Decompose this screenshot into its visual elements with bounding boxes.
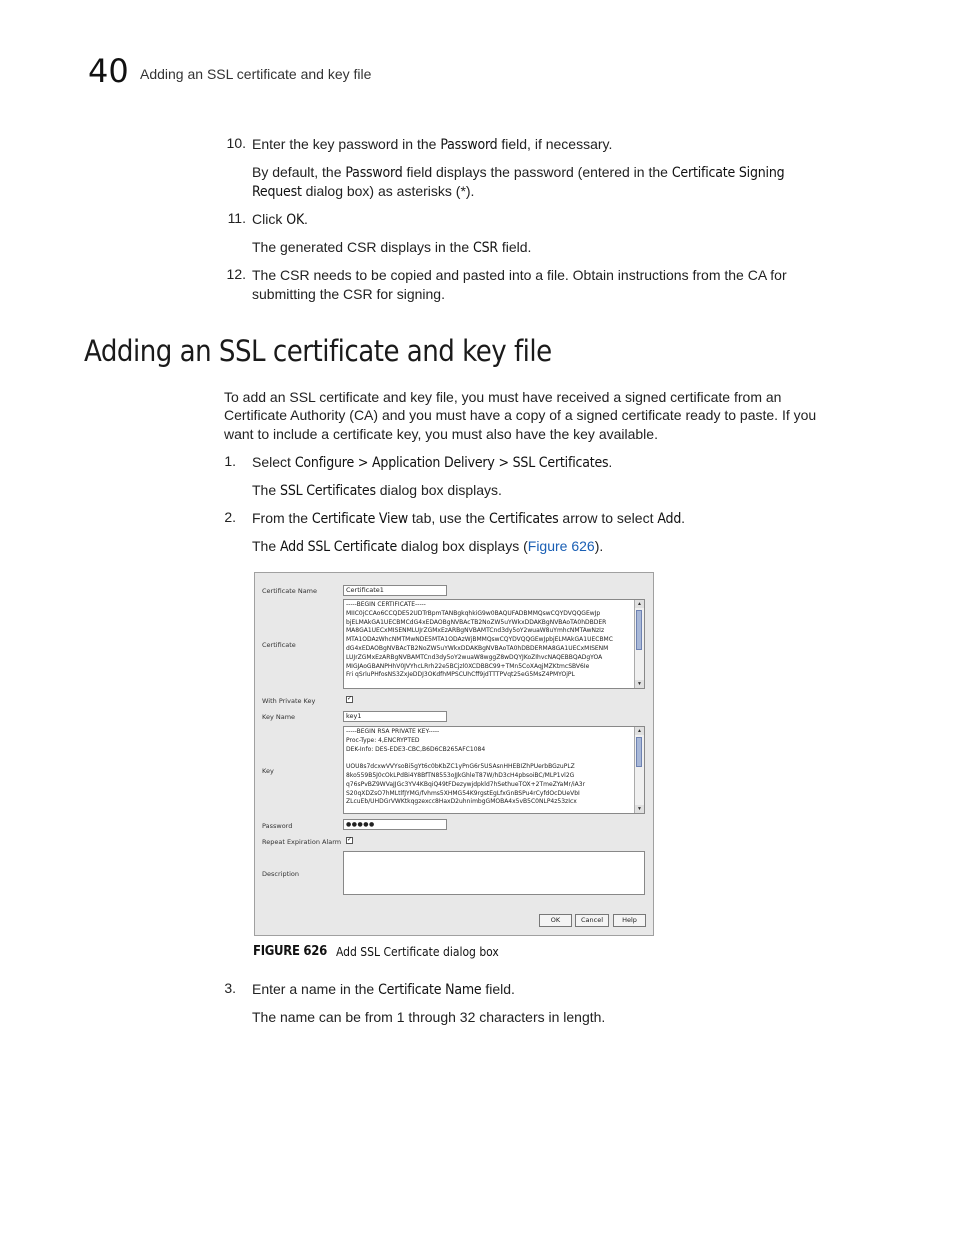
key-label: Key xyxy=(262,767,274,775)
key-textarea[interactable] xyxy=(343,726,645,814)
section-heading: Adding an SSL certificate and key file xyxy=(84,334,552,368)
scroll-down-icon[interactable]: ▼ xyxy=(635,805,644,813)
step-note-cont: Request dialog box) as asterisks (*). xyxy=(252,183,475,200)
key-line: DEK-Info: DES-EDE3-CBC,B6D6CB265AFC1084 xyxy=(346,745,486,753)
ok-button[interactable]: OK xyxy=(539,914,572,927)
step-number: 10. xyxy=(226,135,246,151)
key-line: UOU8s7dcxwVVYsoBi5gYt6c0bKbZC1yPnG6r5USAsnHHEBIZhPUerbBGzuPLZ xyxy=(346,763,575,771)
scroll-up-icon[interactable]: ▲ xyxy=(635,600,644,608)
step-number: 12. xyxy=(226,266,246,282)
certificate-line: -----BEGIN CERTIFICATE----- xyxy=(346,601,426,608)
step-text: Select Configure > Application Delivery > SSL Certificates. xyxy=(252,454,613,471)
key-line: S20qXDZsO7hMLtlfJYMG/fvhms5XHMG54K9rgstEgLfxGnBSPu4rCyfdOcDUeVbI xyxy=(346,789,580,797)
step-text: The CSR needs to be copied and pasted into a file. Obtain instructions from the CA for xyxy=(252,267,787,283)
key-line: q76sPvBZ9WVaJJGc3YV4KBqiQ49tFDezywjdpkld7hSethueTOX+2TmeZYaMr/iA3r xyxy=(346,780,586,788)
chapter-title: Adding an SSL certificate and key file xyxy=(140,66,372,82)
scroll-down-icon[interactable]: ▼ xyxy=(635,680,644,688)
intro-line: want to include a certificate key, you must also have the key available. xyxy=(224,426,658,442)
step-text-cont: submitting the CSR for signing. xyxy=(252,286,445,302)
certificate-scrollbar[interactable] xyxy=(634,600,644,688)
key-line: ZLcuEb/UHDGrVWKtkqgzexcc8HaxD2uhnimbgGMOBA4x5vB5C0NLP4z53zIcx xyxy=(346,798,577,806)
certificate-line: MIIC0jCCAo6CCQDE52UDTrBpmTANBgkqhkiG9w0BAQUFADBMMQswCQYDVQQGEwJp xyxy=(346,609,601,617)
step-number: 11. xyxy=(227,210,246,226)
key-name-field[interactable]: key1 xyxy=(343,711,447,722)
step-note: By default, the Password field displays the password (entered in the Certificate Signing xyxy=(252,164,785,181)
certificate-line: MA8GA1UECxMISENMLUJrZGMxEzARBgNVBAMTCnd3dy5oY2wuaW8uYmhcNMTAwNzIz xyxy=(346,627,605,635)
figure-link[interactable]: Figure 626 xyxy=(527,538,595,554)
key-line: 8ko559B5J0cOkLPdBi4Y8BfTN8553oJJkGhleT87W/hD3cH4pbsoiBC/MLP1vl2G xyxy=(346,771,575,779)
cancel-button[interactable]: Cancel xyxy=(575,914,609,927)
ui-term: Password xyxy=(440,137,498,153)
key-line: -----BEGIN RSA PRIVATE KEY----- xyxy=(346,728,440,735)
key-text xyxy=(344,727,644,808)
intro-line: Certificate Authority (CA) and you must have a copy of a signed certificate ready to paste. If you xyxy=(224,407,817,423)
key-name-label: Key Name xyxy=(262,713,296,721)
figure-label: FIGURE 626 xyxy=(253,944,327,959)
scroll-thumb[interactable] xyxy=(636,737,642,767)
step-note: The name can be from 1 through 32 characters in length. xyxy=(252,1009,606,1025)
intro-line: To add an SSL certificate and key file, you must have received a signed certificate from an xyxy=(224,389,782,405)
certificate-name-label: Certificate Name xyxy=(262,587,318,595)
certificate-line: MIGJAoGBANPHhV0JVYhcLRrh22e5BCjzl0XCDBBC99+TMn5CoXAqjMZKtmcSBV6Ie xyxy=(346,662,590,670)
step-number: 3. xyxy=(224,980,236,996)
key-line: Proc-Type: 4,ENCRYPTED xyxy=(346,736,420,744)
step-number: 2. xyxy=(224,509,236,525)
certificate-line: LUJrZGMxEzARBgNVBAMTCnd3dy5oY2wuaW8wggZ8wDQYJKoZIhvcNAQEBBQADgYOA xyxy=(346,653,603,661)
certificate-name-field[interactable]: Certificate1 xyxy=(343,585,447,596)
with-private-key-label: With Private Key xyxy=(262,697,316,705)
key-line xyxy=(346,754,642,763)
certificate-line: Fri qSrluPHfosNS3ZxJeDDJ3OKdfhMPSCUhCff9jdTTTPVqt25eG5MsZ4PMYOjPL xyxy=(346,671,575,679)
step-text: Enter a name in the Certificate Name field. xyxy=(252,981,515,998)
help-button[interactable]: Help xyxy=(613,914,646,927)
certificate-line: MTA1ODAzWhcNMTMwNDE5MTA1ODAzWjBMMQswCQYDVQQGEwJpbjELMAkGA1UECBMC xyxy=(346,636,613,644)
scroll-thumb[interactable] xyxy=(636,610,642,650)
certificate-textarea[interactable] xyxy=(343,599,645,689)
step-note: The Add SSL Certificate dialog box displays (Figure 626). xyxy=(252,538,604,555)
chapter-number: 40 xyxy=(88,52,129,90)
description-label: Description xyxy=(262,870,300,878)
scroll-up-icon[interactable]: ▲ xyxy=(635,727,644,735)
step-text: From the Certificate View tab, use the Certificates arrow to select Add. xyxy=(252,510,686,527)
description-textarea[interactable] xyxy=(343,851,645,895)
step-text: Click OK. xyxy=(252,211,308,228)
repeat-expiration-alarm-label: Repeat Expiration Alarm xyxy=(262,838,342,846)
key-scrollbar[interactable] xyxy=(634,727,644,813)
password-field[interactable]: ●●●●● xyxy=(343,819,447,830)
certificate-line: dG4xEDAOBgNVBAcTB2NoZW5uYWkxDDAKBgNVBAoTA0hDBDERMA8GA1UECxMISENM xyxy=(346,644,609,652)
certificate-label: Certificate xyxy=(262,641,296,649)
repeat-expiration-alarm-checkbox[interactable]: ✓ xyxy=(347,837,353,843)
certificate-text xyxy=(344,600,644,681)
certificate-line: bjELMAkGA1UECBMCdG4xEDAOBgNVBAcTB2NoZW5uYWkxDDAKBgNVBAoTA0hDBDER xyxy=(346,618,607,626)
step-note: The generated CSR displays in the CSR field. xyxy=(252,239,532,256)
step-note: The SSL Certificates dialog box displays. xyxy=(252,482,502,499)
figure-caption: Add SSL Certificate dialog box xyxy=(336,945,499,959)
step-number: 1. xyxy=(224,453,236,469)
step-text: Enter the key password in the Password field, if necessary. xyxy=(252,136,613,153)
add-ssl-certificate-dialog xyxy=(254,572,654,936)
password-label: Password xyxy=(262,822,293,830)
with-private-key-checkbox[interactable]: ✓ xyxy=(347,696,353,702)
